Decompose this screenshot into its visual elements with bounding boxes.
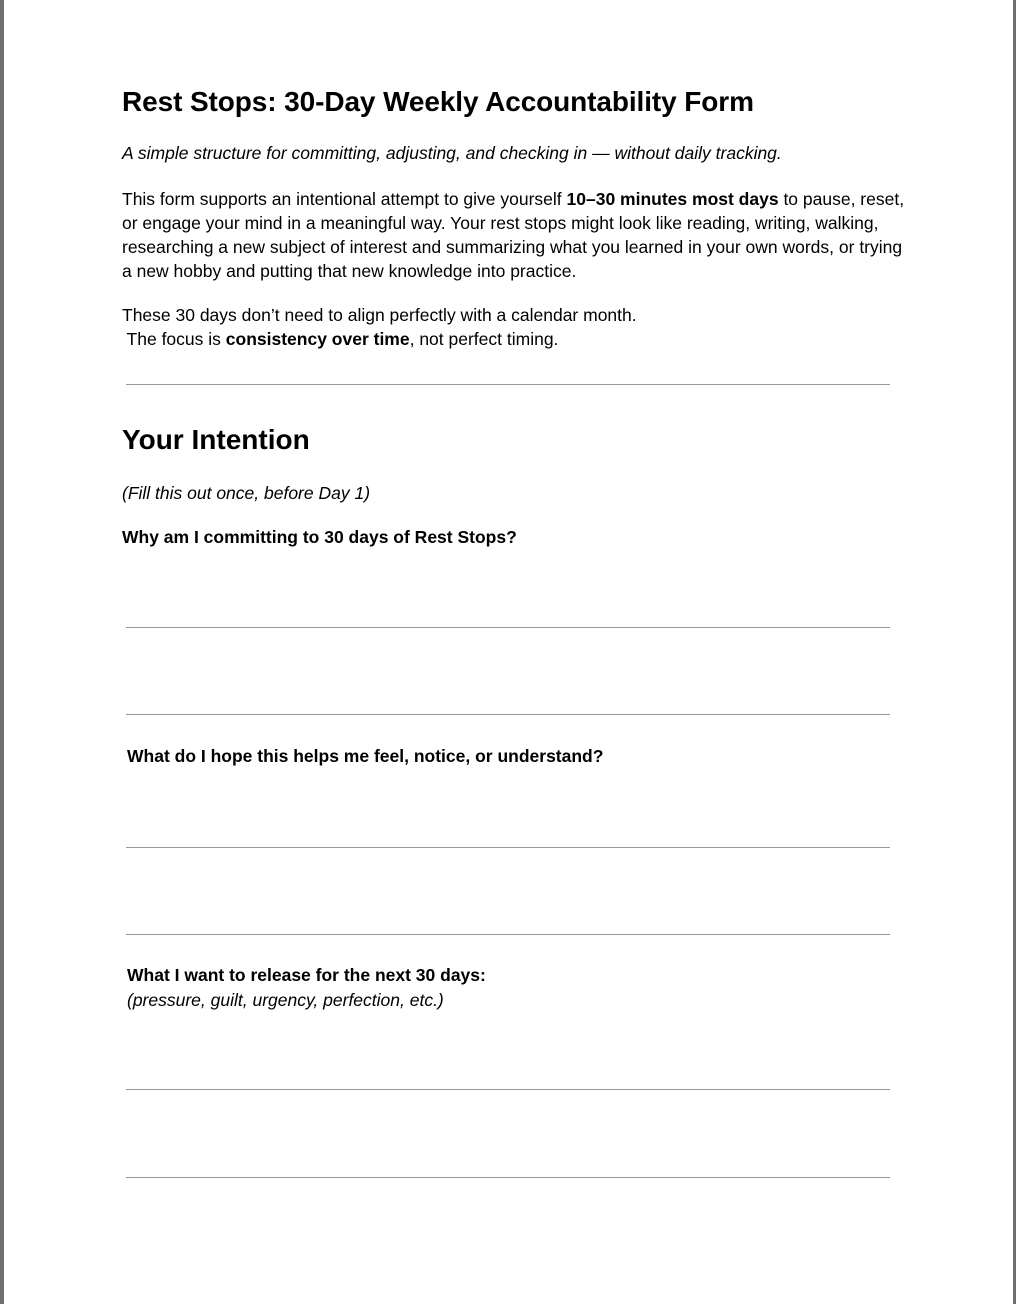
focus-text-after: , not perfect timing.	[409, 329, 559, 349]
intro-paragraph	[122, 187, 912, 283]
question-release: What I want to release for the next 30 days:	[127, 965, 486, 985]
question-why-committing: Why am I committing to 30 days of Rest Stops?	[122, 527, 517, 547]
answer-line-hope-2[interactable]	[126, 934, 890, 935]
answer-line-hope-1[interactable]	[126, 847, 890, 848]
intention-heading: Your Intention	[122, 424, 310, 455]
intention-note: (Fill this out once, before Day 1)	[122, 483, 371, 503]
answer-line-why-2[interactable]	[126, 714, 890, 715]
calendar-line: These 30 days don’t need to align perfectly with a calendar month.	[122, 305, 637, 325]
question-hope-helps: What do I hope this helps me feel, notice, or understand?	[127, 746, 604, 766]
intro-text-bold: 10–30 minutes most days	[566, 189, 779, 209]
document-page	[4, 0, 1013, 1304]
question-release-hint: (pressure, guilt, urgency, perfection, etc.)	[127, 990, 444, 1010]
answer-line-release-2[interactable]	[126, 1177, 890, 1178]
section-divider	[126, 384, 890, 385]
focus-text-before: The focus is	[122, 329, 226, 349]
answer-line-why-1[interactable]	[126, 627, 890, 628]
document-subtitle: A simple structure for committing, adjusting, and checking in — without daily tracking.	[122, 143, 782, 163]
document-title: Rest Stops: 30-Day Weekly Accountability Form	[122, 86, 754, 117]
focus-paragraph	[122, 303, 912, 351]
intro-text-after: to pause, reset, or engage your mind in a meaningful way. Your rest stops might look like reading, writing, walking, researching a new subject of interest and summarizing what you learned in your own words, or trying a new hobby and putting that new knowledge into practice.	[122, 189, 905, 281]
focus-text-bold: consistency over time	[225, 329, 410, 349]
answer-line-release-1[interactable]	[126, 1089, 890, 1090]
intro-text-before: This form supports an intentional attempt to give yourself	[122, 189, 567, 209]
